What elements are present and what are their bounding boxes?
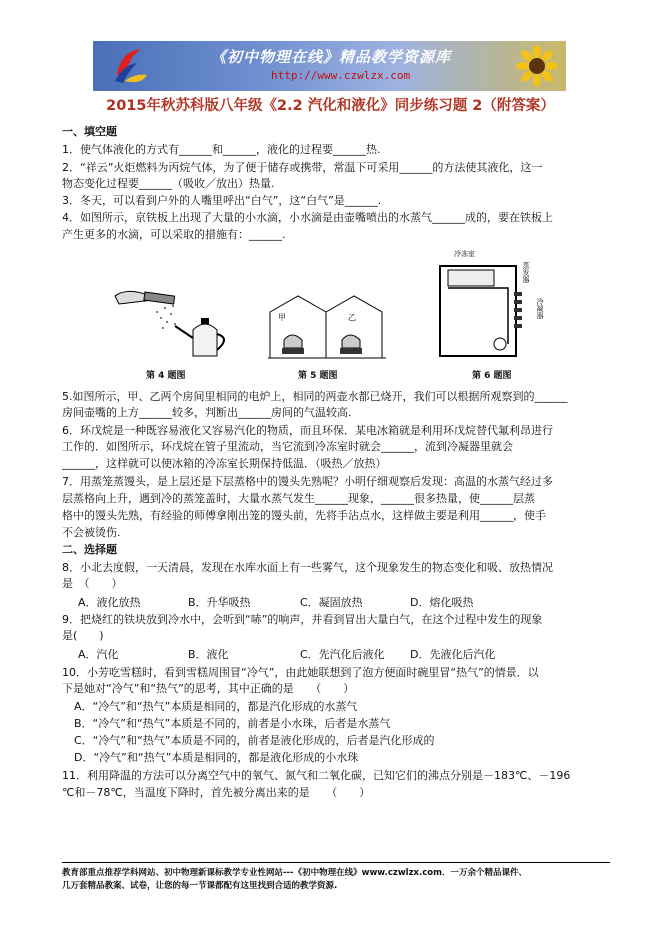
question-5-line-2: 房间壶嘴的上方______较多，判断出______房间的气温较高. [62, 406, 352, 419]
question-10-option-d: D．“冷气”和“热气”本质是相同的，都是液化形成的小水珠 [74, 751, 359, 764]
question-10-option-a: A．“冷气”和“热气”本质是相同的，都是汽化形成的水蒸气 [74, 700, 358, 713]
question-4-line-2: 产生更多的水滴，可以采取的措施有：______. [62, 228, 286, 241]
section-heading-choice: 二、选择题 [62, 543, 117, 556]
figure-5-label-yi: 乙 [348, 313, 356, 322]
question-8-line-1: 8．小北去度假，一天清晨，发现在水库水面上有一些雾气，这个现象发生的物态变化和吸、放热情况 [62, 561, 553, 574]
figure-4-caption: 第 4 题图 [146, 371, 186, 381]
question-6-line-1: 6．环戊烷是一种既容易液化又容易汽化的物质，而且环保．某电冰箱就是利用环戊烷替代氟利昂进行 [62, 424, 553, 437]
question-9-line-1: 9．把烧红的铁块放到冷水中，会听到“哧”的响声，并看到冒出大量白气，在这个过程中发生的现象 [62, 613, 543, 626]
question-8-option-c: C．凝固放热 [300, 596, 363, 609]
banner-title: 《初中物理在线》精品教学资源库 [211, 48, 452, 66]
figure-5-two-rooms [268, 294, 386, 360]
question-9-option-a: A．汽化 [78, 648, 119, 661]
question-5-line-1: 5.如图所示，甲、乙两个房间里相同的电炉上，相同的两壶水都已烧开，我们可以根据所观察到的______ [62, 390, 568, 403]
question-4-line-1: 4．如图所示，京铁板上出现了大量的小水滴，小水滴是由壶嘴喷出的水蒸气______成的，要在铁板上 [62, 211, 553, 224]
question-3: 3．冬天，可以看到户外的人嘴里呼出“白气”，这“白气”是______. [62, 194, 382, 207]
figure-5-caption: 第 5 题图 [298, 371, 338, 381]
question-11-line-1: 11．利用降温的方法可以分离空气中的氧气、氮气和二氧化碳，已知它们的沸点分别是－183℃、－196 [62, 769, 571, 782]
question-8-option-d: D．熔化吸热 [410, 596, 474, 609]
question-2-line-1: 2．“祥云”火炬燃料为丙烷气体，为了便于储存或携带，常温下可采用______的方法使其液化，这一 [62, 161, 543, 174]
question-7-line-2: 层蒸格向上升，遇到冷的蒸笼盖时，大量水蒸气发生______现象，______很多热量，使______层蒸 [62, 492, 535, 505]
figure-6-label-freezer: 冷冻室 [454, 250, 475, 258]
question-6-line-2: 工作的．如图所示，环戊烷在管子里流动，当它流到冷冻室时就会______，流到冷凝器里就会 [62, 440, 513, 453]
question-8-line-2: 是 （ ） [62, 577, 123, 590]
figure-6-label-condenser: 冷凝器 [536, 298, 544, 319]
question-8-option-b: B．升华吸热 [188, 596, 251, 609]
banner-url[interactable]: http://www.czwlzx.com [271, 69, 411, 82]
question-10-option-c: C．“冷气”和“热气”本质是不同的，前者是液化形成的，后者是汽化形成的 [74, 734, 435, 747]
question-11-line-2: ℃和－78℃，当温度下降时，首先被分离出来的是 （ ） [62, 786, 371, 799]
footer-line-1: 教育部重点推荐学科网站、初中物理新课标教学专业性网站---《初中物理在线》www.czwlzx.com．一万余个精品课件、 [62, 868, 527, 878]
question-10-line-1: 10．小芳吃雪糕时，看到雪糕周围冒“冷气”，由此她联想到了泡方便面时碗里冒“热气”的情景．以 [62, 666, 539, 679]
question-7-line-4: 不会被烫伤. [62, 526, 121, 539]
question-2-line-2: 物态变化过程要______（吸收／放出）热量. [62, 177, 275, 190]
question-7-line-3: 格中的馒头先熟，有经验的师傅拿刚出笼的馒头前，先将手沾点水，这样做主要是利用______，使手 [62, 509, 546, 522]
question-9-option-b: B．液化 [188, 648, 229, 661]
question-9-line-2: 是( ) [62, 629, 104, 642]
figure-6-refrigerator [438, 248, 558, 360]
footer-divider [62, 862, 610, 863]
sunflower-icon [516, 45, 558, 87]
figure-4-kettle [105, 278, 240, 358]
question-8-option-a: A．液化放热 [78, 596, 141, 609]
question-10-option-b: B．“冷气”和“热气”本质是不同的，前者是小水珠，后者是水蒸气 [74, 717, 391, 730]
question-9-option-d: D．先液化后汽化 [410, 648, 496, 661]
question-6-line-3: ______，这样就可以使冰箱的冷冻室长期保持低温．（吸热／放热） [62, 457, 387, 470]
question-7-line-1: 7．用蒸笼蒸馒头，是上层还是下层蒸格中的馒头先熟呢？小明仔细观察后发现：高温的水蒸气经过多 [62, 475, 553, 488]
footer-line-2: 几万套精品教案、试卷，让您的每一节课都配有这里找到合适的教学资源. [62, 881, 338, 891]
figure-6-label-evaporator: 蒸发器 [522, 262, 530, 283]
question-1: 1．使气体液化的方式有______和______，液化的过程要______热. [62, 143, 381, 156]
site-logo-icon [111, 45, 151, 87]
figure-5-label-jia: 甲 [278, 313, 286, 322]
question-9-option-c: C．先汽化后液化 [300, 648, 385, 661]
header-banner [93, 41, 566, 91]
figure-6-caption: 第 6 题图 [472, 371, 512, 381]
section-heading-fill-in: 一、填空题 [62, 125, 117, 138]
document-title: 2015年秋苏科版八年级《2.2 汽化和液化》同步练习题 2（附答案） [106, 98, 555, 114]
question-10-line-2: 下是她对“冷气”和“热气”的思考，其中正确的是 （ ） [62, 682, 355, 695]
